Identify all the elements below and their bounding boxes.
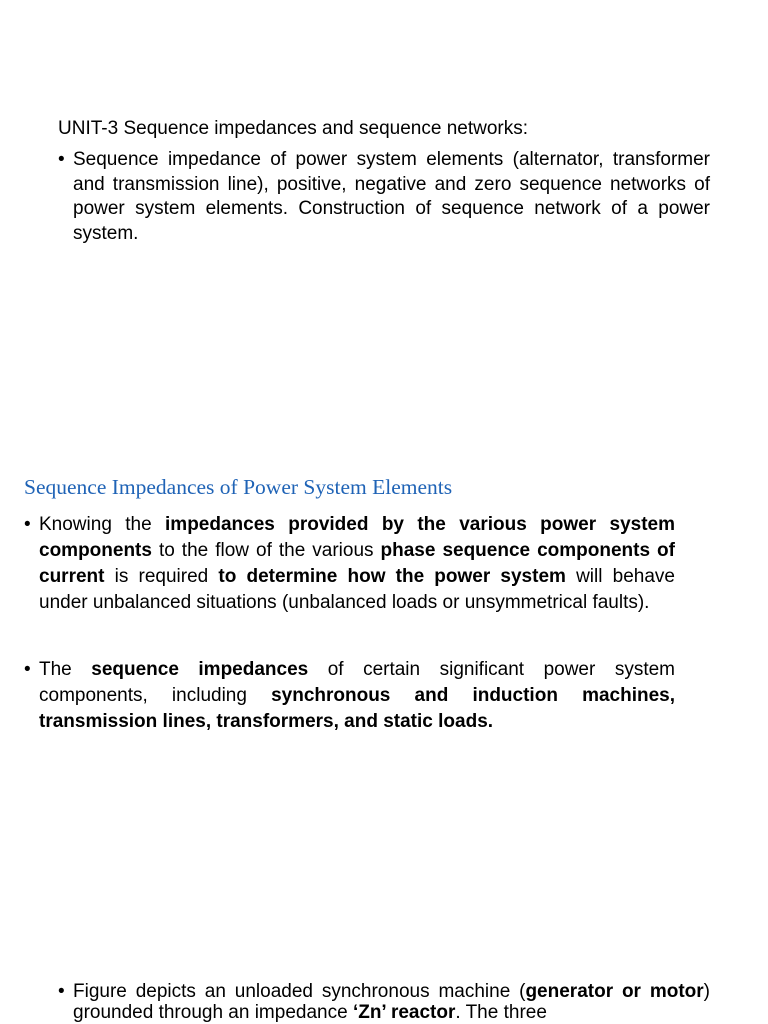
bullet-dot: • (58, 149, 65, 170)
text-run: The (39, 659, 92, 680)
bullet-dot: • (24, 514, 31, 535)
text-run: Figure depicts an unloaded synchronous machine ( (73, 981, 526, 1002)
unit-title: UNIT-3 Sequence impedances and sequence networks: (58, 118, 528, 139)
text-run: . The three (455, 1002, 547, 1023)
bullet-dot: • (24, 659, 31, 680)
bold-run: phase sequence components of current (39, 540, 675, 587)
text-run: to the flow of the various (151, 540, 381, 561)
bold-run: impedances provided by the various power system components (39, 514, 675, 561)
text-run: of certain significant power system components, including (39, 659, 675, 706)
bold-run: generator or motor (525, 981, 704, 1002)
bold-run: synchronous and induction machines, transmission lines, transformers, and static loads. (39, 685, 676, 732)
bullet-dot: • (58, 981, 65, 1002)
bullet-sequence-components (24, 657, 676, 735)
slide-sequence-impedances (0, 440, 768, 940)
bullet-impedances-knowledge (24, 512, 675, 616)
syllabus-bullet (58, 148, 710, 246)
slide-synchronous-machine (0, 940, 768, 1024)
bold-run: to determine how the power system (218, 566, 566, 587)
slide-unit-3 (0, 0, 768, 440)
text-run: is required (104, 566, 219, 587)
text-run: will behave under unbalanced situations (unbalanced loads or unsymmetrical faults). (39, 566, 675, 613)
text-run: Knowing the (39, 514, 166, 535)
text-run: ) grounded through an impedance (73, 981, 710, 1023)
bold-run: ‘Zn’ reactor (352, 1002, 456, 1023)
bold-run: sequence impedances (91, 659, 309, 680)
section-heading: Sequence Impedances of Power System Elements (24, 475, 453, 499)
syllabus-text: Sequence impedance of power system elements (alternator, transformer and transmission line), positive, negative and zero sequence networks of power system elements. Construction of sequence network of a power system. (73, 149, 710, 244)
bullet-unloaded-machine (58, 981, 710, 1023)
